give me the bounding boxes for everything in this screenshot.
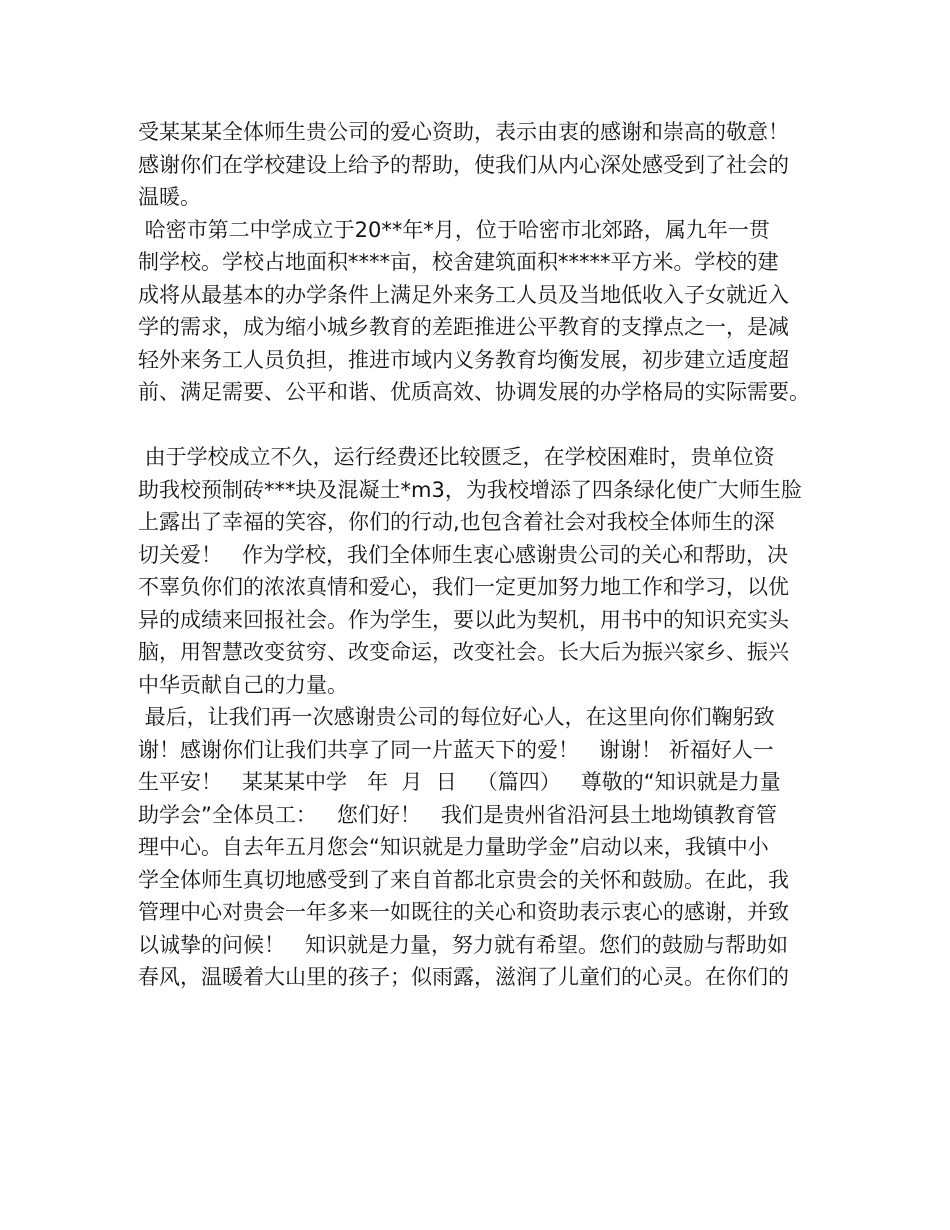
text-line: 制学校。学校占地面积****亩，校舍建筑面积*****平方米。学校的建 xyxy=(138,250,779,274)
text-line: 谢！感谢你们让我们共享了同一片蓝天下的爱！ 谢谢！ 祈福好人一 xyxy=(138,737,774,762)
text-line: 受某某某全体师生贵公司的爱心资助，表示由衷的感谢和崇高的敬意！ xyxy=(138,120,789,144)
text-line: 学的需求，成为缩小城乡教育的差距推进公平教育的支撑点之一，是减 xyxy=(138,315,789,339)
text-line: 轻外来务工人员负担，推进市域内义务教育均衡发展，初步建立适度超 xyxy=(138,347,789,372)
text-line: 助我校预制砖***块及混凝土*m3，为我校增添了四条绿化使广大师生脸 xyxy=(138,477,802,502)
text-line: 最后，让我们再一次感谢贵公司的每位好心人，在这里向你们鞠躬致 xyxy=(138,705,775,729)
text-line: 中华贡献自己的力量。 xyxy=(138,672,348,697)
text-line: 以诚挚的问候！ 知识就是力量，努力就有希望。您们的鼓励与帮助如 xyxy=(138,932,789,957)
text-line: 异的成绩来回报社会。作为学生，要以此为契机，用书中的知识充实头 xyxy=(138,607,789,632)
text-line: 不辜负你们的浓浓真情和爱心，我们一定更加努力地工作和学习，以优 xyxy=(138,575,789,599)
text-line: 春风，温暖着大山里的孩子；似雨露，滋润了儿童们的心灵。在你们的 xyxy=(138,965,789,989)
text-line: 切关爱！ 作为学校，我们全体师生衷心感谢贵公司的关心和帮助，决 xyxy=(138,542,789,567)
text-line: 生平安！ 某某某中学 年 月 日 （篇四） 尊敬的“知识就是力量 xyxy=(138,770,781,794)
text-line: 成将从最基本的办学条件上满足外来务工人员及当地低收入子女就近入 xyxy=(138,282,789,307)
document-body xyxy=(138,116,838,994)
text-line: 前、满足需要、公平和谐、优质高效、协调发展的办学格局的实际需要。 xyxy=(138,380,810,404)
paragraph-gap xyxy=(138,409,838,442)
text-line: 理中心。自去年五月您会“知识就是力量助学金”启动以来，我镇中小 xyxy=(138,835,769,859)
text-line: 感谢你们在学校建设上给予的帮助，使我们从内心深处感受到了社会的 xyxy=(138,152,789,177)
text-line: 管理中心对贵会一年多来一如既往的关心和资助表示衷心的感谢，并致 xyxy=(138,900,789,924)
text-line: 脑，用智慧改变贫穷、改变命运，改变社会。长大后为振兴家乡、振兴 xyxy=(138,640,789,664)
text-line: 上露出了幸福的笑容，你们的行动,也包含着社会对我校全体师生的深 xyxy=(138,510,775,534)
text-line: 哈密市第二中学成立于20**年*月，位于哈密市北郊路，属九年一贯 xyxy=(138,217,770,242)
text-line: 学全体师生真切地感受到了来自首都北京贵会的关怀和鼓励。在此，我 xyxy=(138,867,789,892)
text-line: 助学会”全体员工： 您们好！ 我们是贵州省沿河县土地坳镇教育管 xyxy=(138,802,777,827)
text-line: 温暖。 xyxy=(138,185,201,209)
text-line: 由于学校成立不久，运行经费还比较匮乏，在学校困难时，贵单位资 xyxy=(138,445,775,469)
